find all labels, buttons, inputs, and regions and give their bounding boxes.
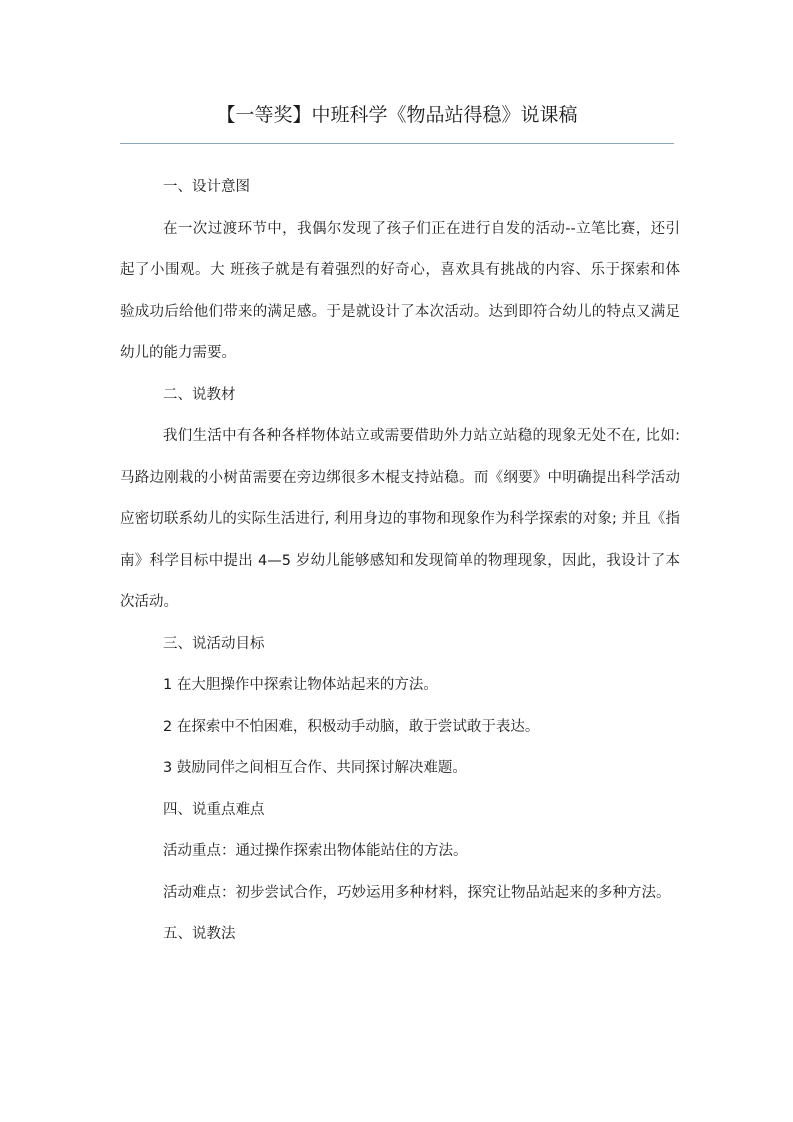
key-point-item: 活动重点：通过操作探索出物体能站住的方法。 xyxy=(163,843,468,859)
paragraph-line: 起了小围观。大 班孩子就是有着强烈的好奇心，喜欢具有挑战的内容、乐于探索和体 xyxy=(120,262,680,278)
paragraph-line: 幼儿的能力需要。 xyxy=(120,345,236,361)
paragraph-line: 验成功后给他们带来的满足感。于是就设计了本次活动。达到即符合幼儿的特点又满足 xyxy=(120,303,680,320)
document-title: 【一等奖】中班科学《物品站得稳》说课稿 xyxy=(216,104,578,126)
section-heading-teaching-method: 五、说教法 xyxy=(163,926,236,942)
goal-item: 1 在大胆操作中探索让物体站起来的方法。 xyxy=(163,677,438,693)
section-heading-key-points: 四、说重点难点 xyxy=(163,801,265,818)
section-heading-design-intent: 一、设计意图 xyxy=(163,179,250,195)
paragraph-design-intent xyxy=(120,209,680,375)
paragraph-line: 南》科学目标中提出 4—5 岁幼儿能够感知和发现简单的物理现象，因此，我设计了本 xyxy=(120,552,680,569)
paragraph-line: 马路边刚栽的小树苗需要在旁边绑很多木棍支持站稳。而《纲要》中明确提出科学活动 xyxy=(120,469,680,486)
paragraph-teaching-material xyxy=(120,416,680,624)
paragraph-line: 应密切联系幼儿的实际生活进行, 利用身边的事物和现象作为科学探索的对象; 并且《指 xyxy=(120,511,680,527)
goal-item: 3 鼓励同伴之间相互合作、共同探讨解决难题。 xyxy=(163,760,467,776)
section-heading-teaching-material: 二、说教材 xyxy=(163,386,236,403)
document-body xyxy=(120,167,680,956)
paragraph-line: 我们生活中有各种各样物体站立或需要借助外力站立站稳的现象无处不在, 比如: xyxy=(163,428,680,444)
title-divider xyxy=(120,143,674,144)
paragraph-line: 次活动。 xyxy=(120,594,178,610)
key-point-item: 活动难点：初步尝试合作，巧妙运用多种材料，探究让物品站起来的多种方法。 xyxy=(163,884,671,901)
section-heading-activity-goals: 三、说活动目标 xyxy=(163,635,265,652)
goal-item: 2 在探索中不怕困难，积极动手动脑，敢于尝试敢于表达。 xyxy=(163,718,540,735)
paragraph-line: 在一次过渡环节中，我偶尔发现了孩子们正在进行自发的活动--立笔比赛，还引 xyxy=(163,220,680,237)
